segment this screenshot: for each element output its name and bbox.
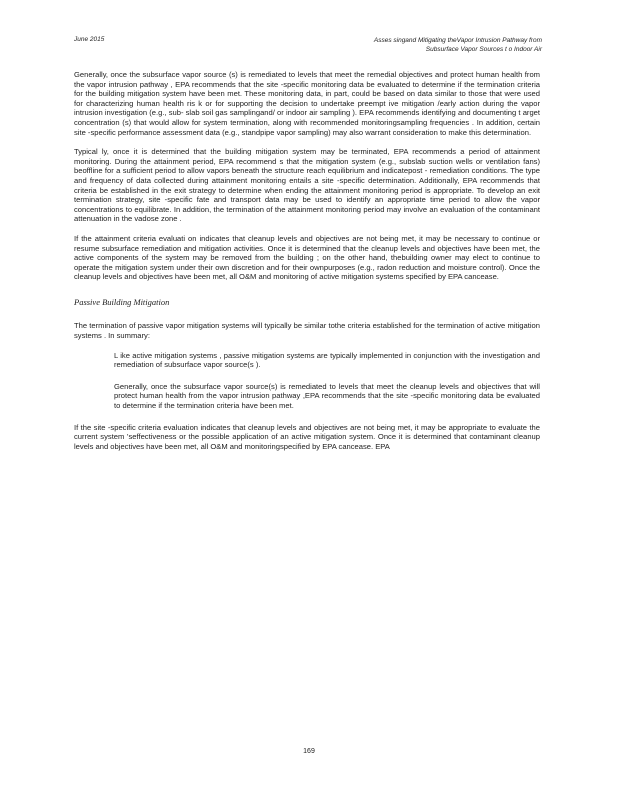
paragraph-4: The termination of passive vapor mitigation systems will typically be similar tothe criteria established for the termination of active mitigation systems . In summary: (74, 321, 540, 341)
header-title-line2: Subsurface Vapor Sources t o Indoor Air (425, 46, 542, 53)
paragraph-3: If the attainment criteria evaluati on indicates that cleanup levels and objectives are not being met, it may be necessary to continue or resume subsurface remediation and mitigation activities. Once it is determined that the cleanup levels and objectives have been met, the active components of the system may be removed from the building ; on the other hand, thebuilding owner may elect to continue to operate the mitigation system under their own discretion and for their ownpurposes (e.g., radon reduction and moisture control). Once the cleanup levels and objectives have been met, all O&M and monitoring of active mitigation systems specified by EPA cancease. (74, 233, 540, 282)
paragraph-5: If the site -specific criteria evaluation indicates that cleanup levels and objectives are not being met, it may be appropriate to evaluate the current system 'seffectiveness or the possible application of an active mitigation system. Once it is determined that contaminant cleanup levels and objectives have been met, all O&M and monitoringspecified by EPA cancease. EPA (74, 422, 540, 451)
bullet-item-2 (88, 382, 540, 411)
bullet-text: L ike active mitigation systems , passive mitigation systems are typically implemented in conjunction with the investigation and remediation of subsurface vapor source(s ). (114, 350, 540, 370)
running-header (282, 36, 542, 54)
paragraph-2: Typical ly, once it is determined that the building mitigation system may be terminated, EPA recommends a period of attainment monitoring. During the attainment period, EPA recommend s that the mitigation system (e.g., subslab suction wells or ventilation fans) beoffline for a sufficient period to allow vapors beneath the structure reach equilibrium and indicatepost - remediation conditions. The type and frequency of data collected during attainment monitoring entails a site -specific determination. Additionally, EPA recommends that criteria be established in the exit strategy to determine when ending the attainment monitoring period is appropriate. To develop an exit termination strategy, site -specific fate and transport data may be used to identify an appropriate time period to allow the vapor concentrations to equilibrate. In addition, the termination of the attainment monitoring period may involve an evaluation of the contaminant attenuation in the vadose zone . (74, 147, 540, 224)
page-body (74, 70, 540, 461)
bullet-item-1 (88, 351, 540, 370)
section-heading: Passive Building Mitigation (74, 296, 170, 307)
paragraph-1: Generally, once the subsurface vapor source (s) is remediated to levels that meet the remedial objectives and protect human health from the vapor intrusion pathway , EPA recommends that the site -specific monitoring data be evaluated to determine if the termination criteria for the building mitigation system have been met. These monitoring data, in part, could be based on data similar to those that were used for characterizing human health ris k or for supporting the decision to undertake preempt ive mitigation /early action during the vapor intrusion investigation (e.g., sub- slab soil gas samplingand/ or indoor air sampling ). EPA recommends identifying and documenting t arget concentration (s) that would allow for system termination, along with recommended monitoringsampling frequencies . In addition, certain site -specific performance assessment data (e.g., standpipe vapor sampling) may also warrant consideration to make this determination. (74, 70, 540, 137)
bullet-text: Generally, once the subsurface vapor source(s) is remediated to levels that meet the cleanup levels and objectives that will protect human health from the vapor intrusion pathway ,EPA recommends that the site -specific monitoring data be evaluated to determine if the termination criteria have been met. (114, 381, 540, 411)
header-date: June 2015 (74, 36, 105, 43)
header-title-line1: Asses singand Mitigating theVapor Intrusion Pathway from (373, 37, 542, 44)
page-number: 169 (303, 748, 315, 755)
